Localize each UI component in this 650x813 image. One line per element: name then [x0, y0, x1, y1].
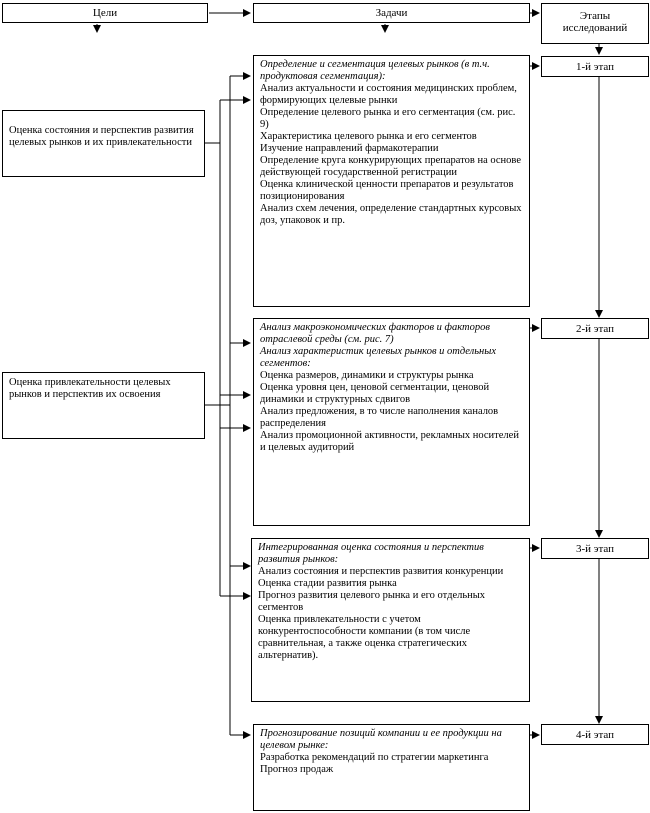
task-box-1	[253, 55, 530, 307]
task-line: Определение и сегментация целевых рынков (в т.ч. продуктовая сегментация):	[260, 59, 490, 82]
task-line: Прогнозирование позиций компании и ее продукции на целевом рынке:	[260, 728, 502, 751]
task-line: Оценка клинической ценности препаратов и результатов позиционирования	[260, 179, 514, 202]
stage-label: 4-й этап	[575, 729, 615, 741]
task-line: Анализ актуальности и состояния медицинских проблем, формирующих целевые рынки	[260, 83, 517, 106]
task-lines	[260, 59, 523, 227]
stage-box-1	[541, 56, 649, 77]
task-line: Анализ характеристик целевых рынков и отдельных сегментов:	[260, 346, 497, 369]
tasks-header-label: Задачи	[375, 7, 408, 19]
task-line: Прогноз развития целевого рынка и его отдельных сегментов	[258, 590, 486, 613]
task-lines	[260, 322, 523, 454]
goals-header-label: Цели	[92, 7, 118, 19]
stages-header	[541, 3, 649, 44]
task-line: Интегрированная оценка состояния и перспектив развития рынков:	[258, 542, 484, 565]
task-line: Анализ состояния и перспектив развития конкуренции	[258, 566, 504, 577]
task-line: Определение целевого рынка и его сегментация (см. рис. 9)	[260, 107, 516, 130]
task-box-3	[251, 538, 530, 702]
goal-box-2	[2, 372, 205, 439]
task-lines	[258, 542, 523, 662]
stage-box-4	[541, 724, 649, 745]
task-line: Оценка привлекательности с учетом конкурентоспособности компании (в том числе сравнительная, а также оценка стратегических альтернатив).	[258, 614, 471, 661]
task-lines	[260, 728, 523, 776]
task-line: Изучение направлений фармакотерапии	[260, 143, 439, 154]
goal-text: Оценка состояния и перспектив развития целевых рынков и их привлекательности	[9, 125, 194, 148]
task-line: Оценка размеров, динамики и структуры рынка	[260, 370, 474, 381]
tasks-header	[253, 3, 530, 23]
task-line: Характеристика целевого рынка и его сегментов	[260, 131, 477, 142]
task-line: Анализ схем лечения, определение стандартных курсовых доз, упаковок и пр.	[260, 203, 522, 226]
stages-header-label: Этапы исследований	[562, 10, 628, 34]
task-line: Анализ промоционной активности, рекламных носителей и целевых аудиторий	[260, 430, 519, 453]
stage-label: 3-й этап	[575, 543, 615, 555]
goal-box-1	[2, 110, 205, 177]
task-line: Анализ макроэкономических факторов и факторов отраслевой среды (см. рис. 7)	[260, 322, 490, 345]
task-line: Оценка стадии развития рынка	[258, 578, 397, 589]
task-box-2	[253, 318, 530, 526]
goal-text: Оценка привлекательности целевых рынков и перспектив их освоения	[9, 377, 171, 400]
stage-label: 2-й этап	[575, 323, 615, 335]
task-line: Оценка уровня цен, ценовой сегментации, ценовой динамики и структурных сдвигов	[260, 382, 490, 405]
task-line: Анализ предложения, в то числе наполнения каналов распределения	[260, 406, 499, 429]
goals-header	[2, 3, 208, 23]
stage-box-2	[541, 318, 649, 339]
task-line: Разработка рекомендаций по стратегии маркетинга	[260, 752, 489, 763]
task-box-4	[253, 724, 530, 811]
stage-box-3	[541, 538, 649, 559]
stage-label: 1-й этап	[575, 61, 615, 73]
task-line: Прогноз продаж	[260, 764, 334, 775]
task-line: Определение круга конкурирующих препаратов на основе действующей государственной регистрации	[260, 155, 521, 178]
